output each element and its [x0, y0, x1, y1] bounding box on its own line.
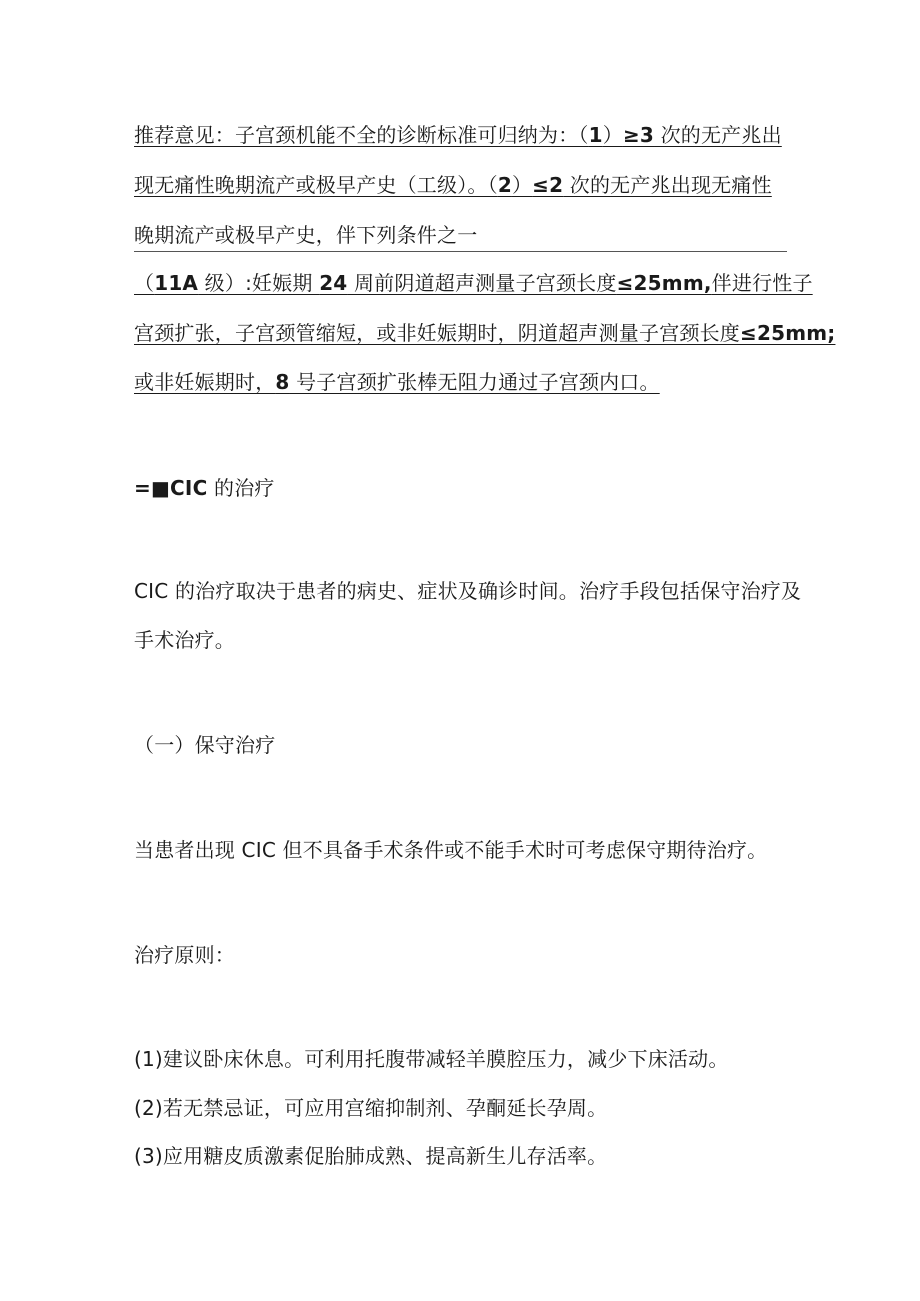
- principle-item-1: (1)建议卧床休息。可利用托腹带减轻羊膜腔压力，减少下床活动。: [134, 1047, 729, 1071]
- text-run: 宫颈扩张，子宫颈管缩短，或非妊娠期时，阴道超声测量子宫颈长度: [134, 321, 740, 345]
- bold-run: ≤2: [532, 173, 564, 197]
- text-run: 号子宫颈扩张棒无阻力通过子宫颈内口。: [289, 370, 660, 394]
- recommendation-line-4: [134, 269, 813, 297]
- bold-run: 8: [275, 370, 290, 394]
- recommendation-line-3: 晚期流产或极早产史，伴下列条件之一: [134, 223, 478, 247]
- text-run: 现无痛性晚期流产或极早产史（工级）。（: [134, 173, 498, 197]
- text-run: 或非妊娠期时，: [134, 370, 276, 394]
- section-heading: [134, 474, 275, 502]
- section-heading-prefix: =■CIC: [134, 476, 208, 500]
- principle-item-2: (2)若无禁忌证，可应用宫缩抑制剂、孕酮延长孕周。: [134, 1096, 608, 1120]
- bold-run: ≥3: [622, 123, 655, 147]
- text-run: 推荐意见：子宫颈机能不全的诊断标准可归纳为：（: [134, 123, 589, 147]
- intro-line-2: 手术治疗。: [134, 628, 235, 652]
- recommendation-line-1: [134, 121, 782, 149]
- conservative-text: 当患者出现 CIC 但不具备手术条件或不能手术时可考虑保守期待治疗。: [134, 838, 768, 862]
- bold-run: 2: [497, 173, 512, 197]
- text-run: ）: [511, 173, 533, 197]
- bold-run: ≤25mm,: [616, 271, 712, 295]
- text-run: ）: [602, 123, 623, 147]
- text-run: 伴进行性子: [711, 271, 813, 295]
- bold-run: ≤25mm;: [740, 321, 836, 345]
- principle-item-3: (3)应用糖皮质激素促胎肺成熟、提高新生儿存活率。: [134, 1144, 608, 1168]
- text-run: 次的无产兆出: [654, 123, 782, 147]
- subsection-heading: （一）保守治疗: [134, 733, 276, 757]
- principles-label: 治疗原则：: [134, 943, 235, 967]
- text-run: 次的无产兆出现无痛性: [563, 173, 772, 197]
- section-heading-text: 的治疗: [207, 476, 275, 500]
- recommendation-line-2: [134, 171, 772, 199]
- bold-run: 11A: [154, 271, 199, 295]
- recommendation-line-5: [134, 319, 835, 347]
- bold-run: 1: [588, 123, 603, 147]
- text-run: （: [134, 271, 155, 295]
- recommendation-line-6: [134, 368, 660, 396]
- intro-line-1: CIC 的治疗取决于患者的病史、症状及确诊时间。治疗手段包括保守治疗及: [134, 579, 802, 603]
- text-run: 周前阴道超声测量子宫颈长度: [347, 271, 617, 295]
- text-run: 级）:妊娠期: [198, 271, 320, 295]
- bold-run: 24: [319, 271, 348, 295]
- horizontal-rule: [134, 251, 787, 252]
